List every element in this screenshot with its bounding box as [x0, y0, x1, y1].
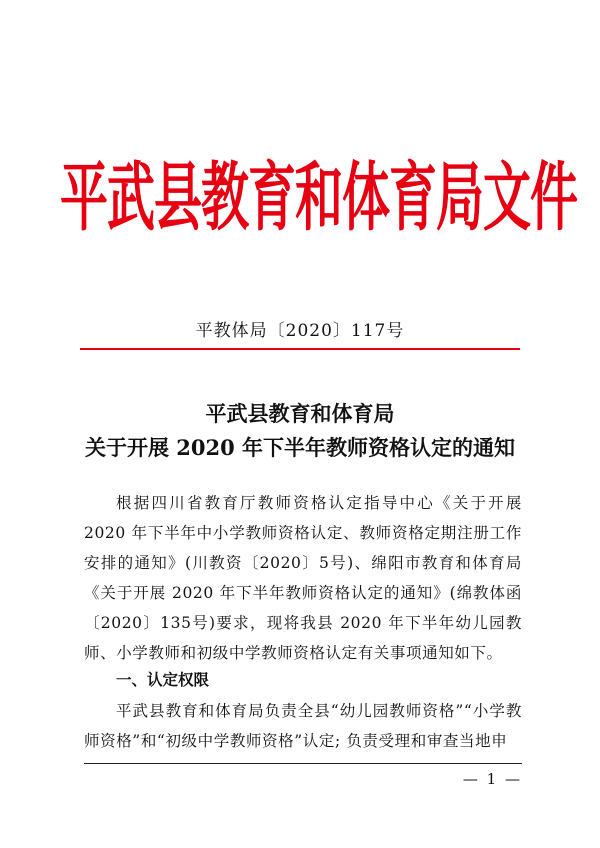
- document-number: 平教体局〔2020〕117号: [195, 321, 405, 341]
- notice-title-line-2: 关于开展 2020 年下半年教师资格认定的通知: [84, 435, 516, 460]
- body-paragraph-1: 根据四川省教育厅教师资格认定指导中心《关于开展 2020 年下半年中小学教师资格认定、教师资格定期注册工作安排的通知》(川教资〔2020〕5号)、绵阳市教育和体育局《关于开展 2020 年下半年教师资格认定的通知》(绵教体函〔2020〕135号)要求，现将我县 2020 年下半年幼儿园教师、小学教师和初级中学教师资格认定有关事项通知如下。: [84, 494, 522, 662]
- masthead-title: 平武县教育和体育局文件: [60, 154, 578, 242]
- page-number: — 1 —: [462, 770, 522, 788]
- red-divider-line: [80, 348, 520, 350]
- footer-divider-line: [84, 763, 522, 764]
- section-heading-1: 一、认定权限: [116, 671, 210, 689]
- notice-title-line-1: 平武县教育和体育局: [205, 401, 395, 426]
- body-paragraph-2: 平武县教育和体育局负责全县“幼儿园教师资格”“小学教师资格”和“初级中学教师资格”认定; 负责受理和审查当地申: [84, 702, 522, 750]
